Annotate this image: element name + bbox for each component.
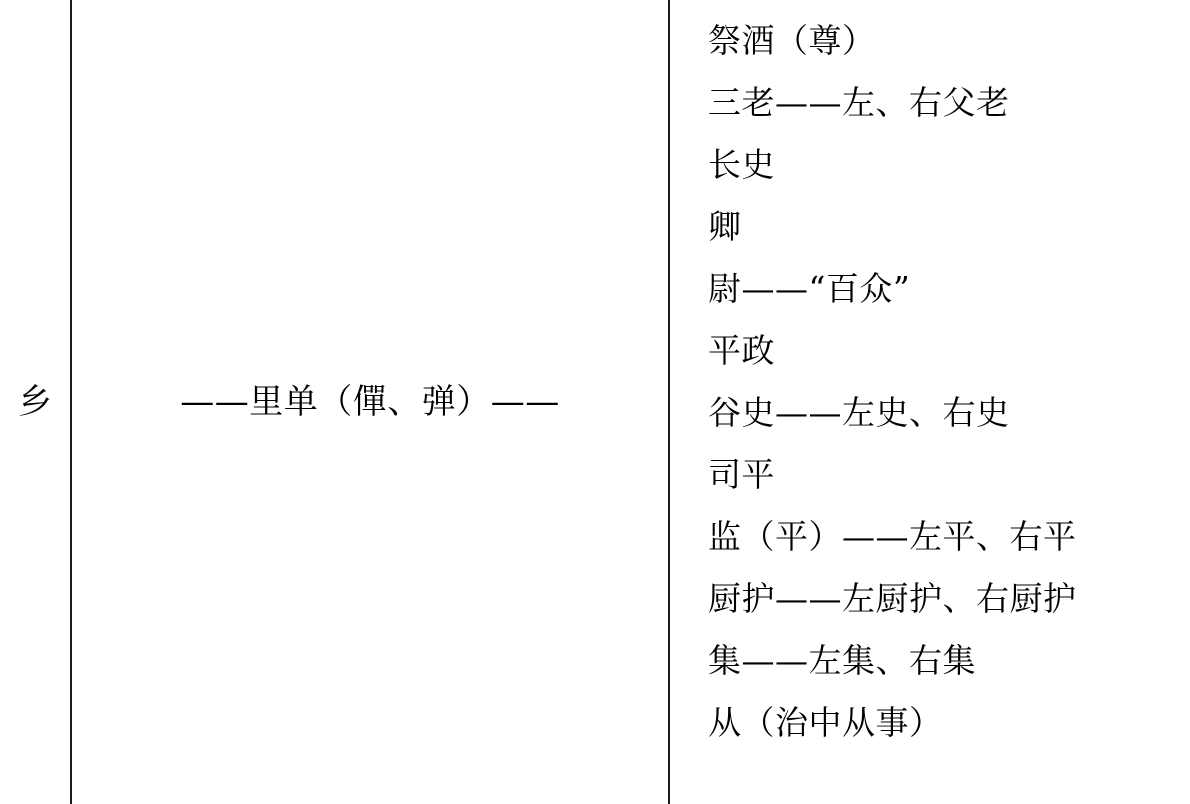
list-item: 司平 bbox=[708, 455, 775, 494]
list-item: 集——左集、右集 bbox=[708, 641, 976, 680]
list-item: 长史 bbox=[708, 145, 775, 184]
list-item: 卿 bbox=[708, 207, 742, 246]
list-item: 厨护——左厨护、右厨护 bbox=[708, 579, 1077, 618]
table-column-middle bbox=[72, 0, 668, 804]
list-item: 平政 bbox=[708, 331, 775, 370]
list-item: 尉——“百众” bbox=[708, 269, 911, 308]
list-item: 三老——左、右父老 bbox=[708, 83, 1010, 122]
middle-label: ——里单（僤、弹）—— bbox=[180, 382, 560, 422]
category-label: 乡 bbox=[18, 382, 52, 422]
table-column-category bbox=[0, 0, 70, 804]
list-item: 从（治中从事） bbox=[708, 703, 943, 742]
list-item: 祭酒（尊） bbox=[708, 21, 876, 60]
table-column-entries bbox=[670, 0, 1190, 804]
list-item: 谷史——左史、右史 bbox=[708, 393, 1010, 432]
list-item: 监（平）——左平、右平 bbox=[708, 517, 1077, 556]
